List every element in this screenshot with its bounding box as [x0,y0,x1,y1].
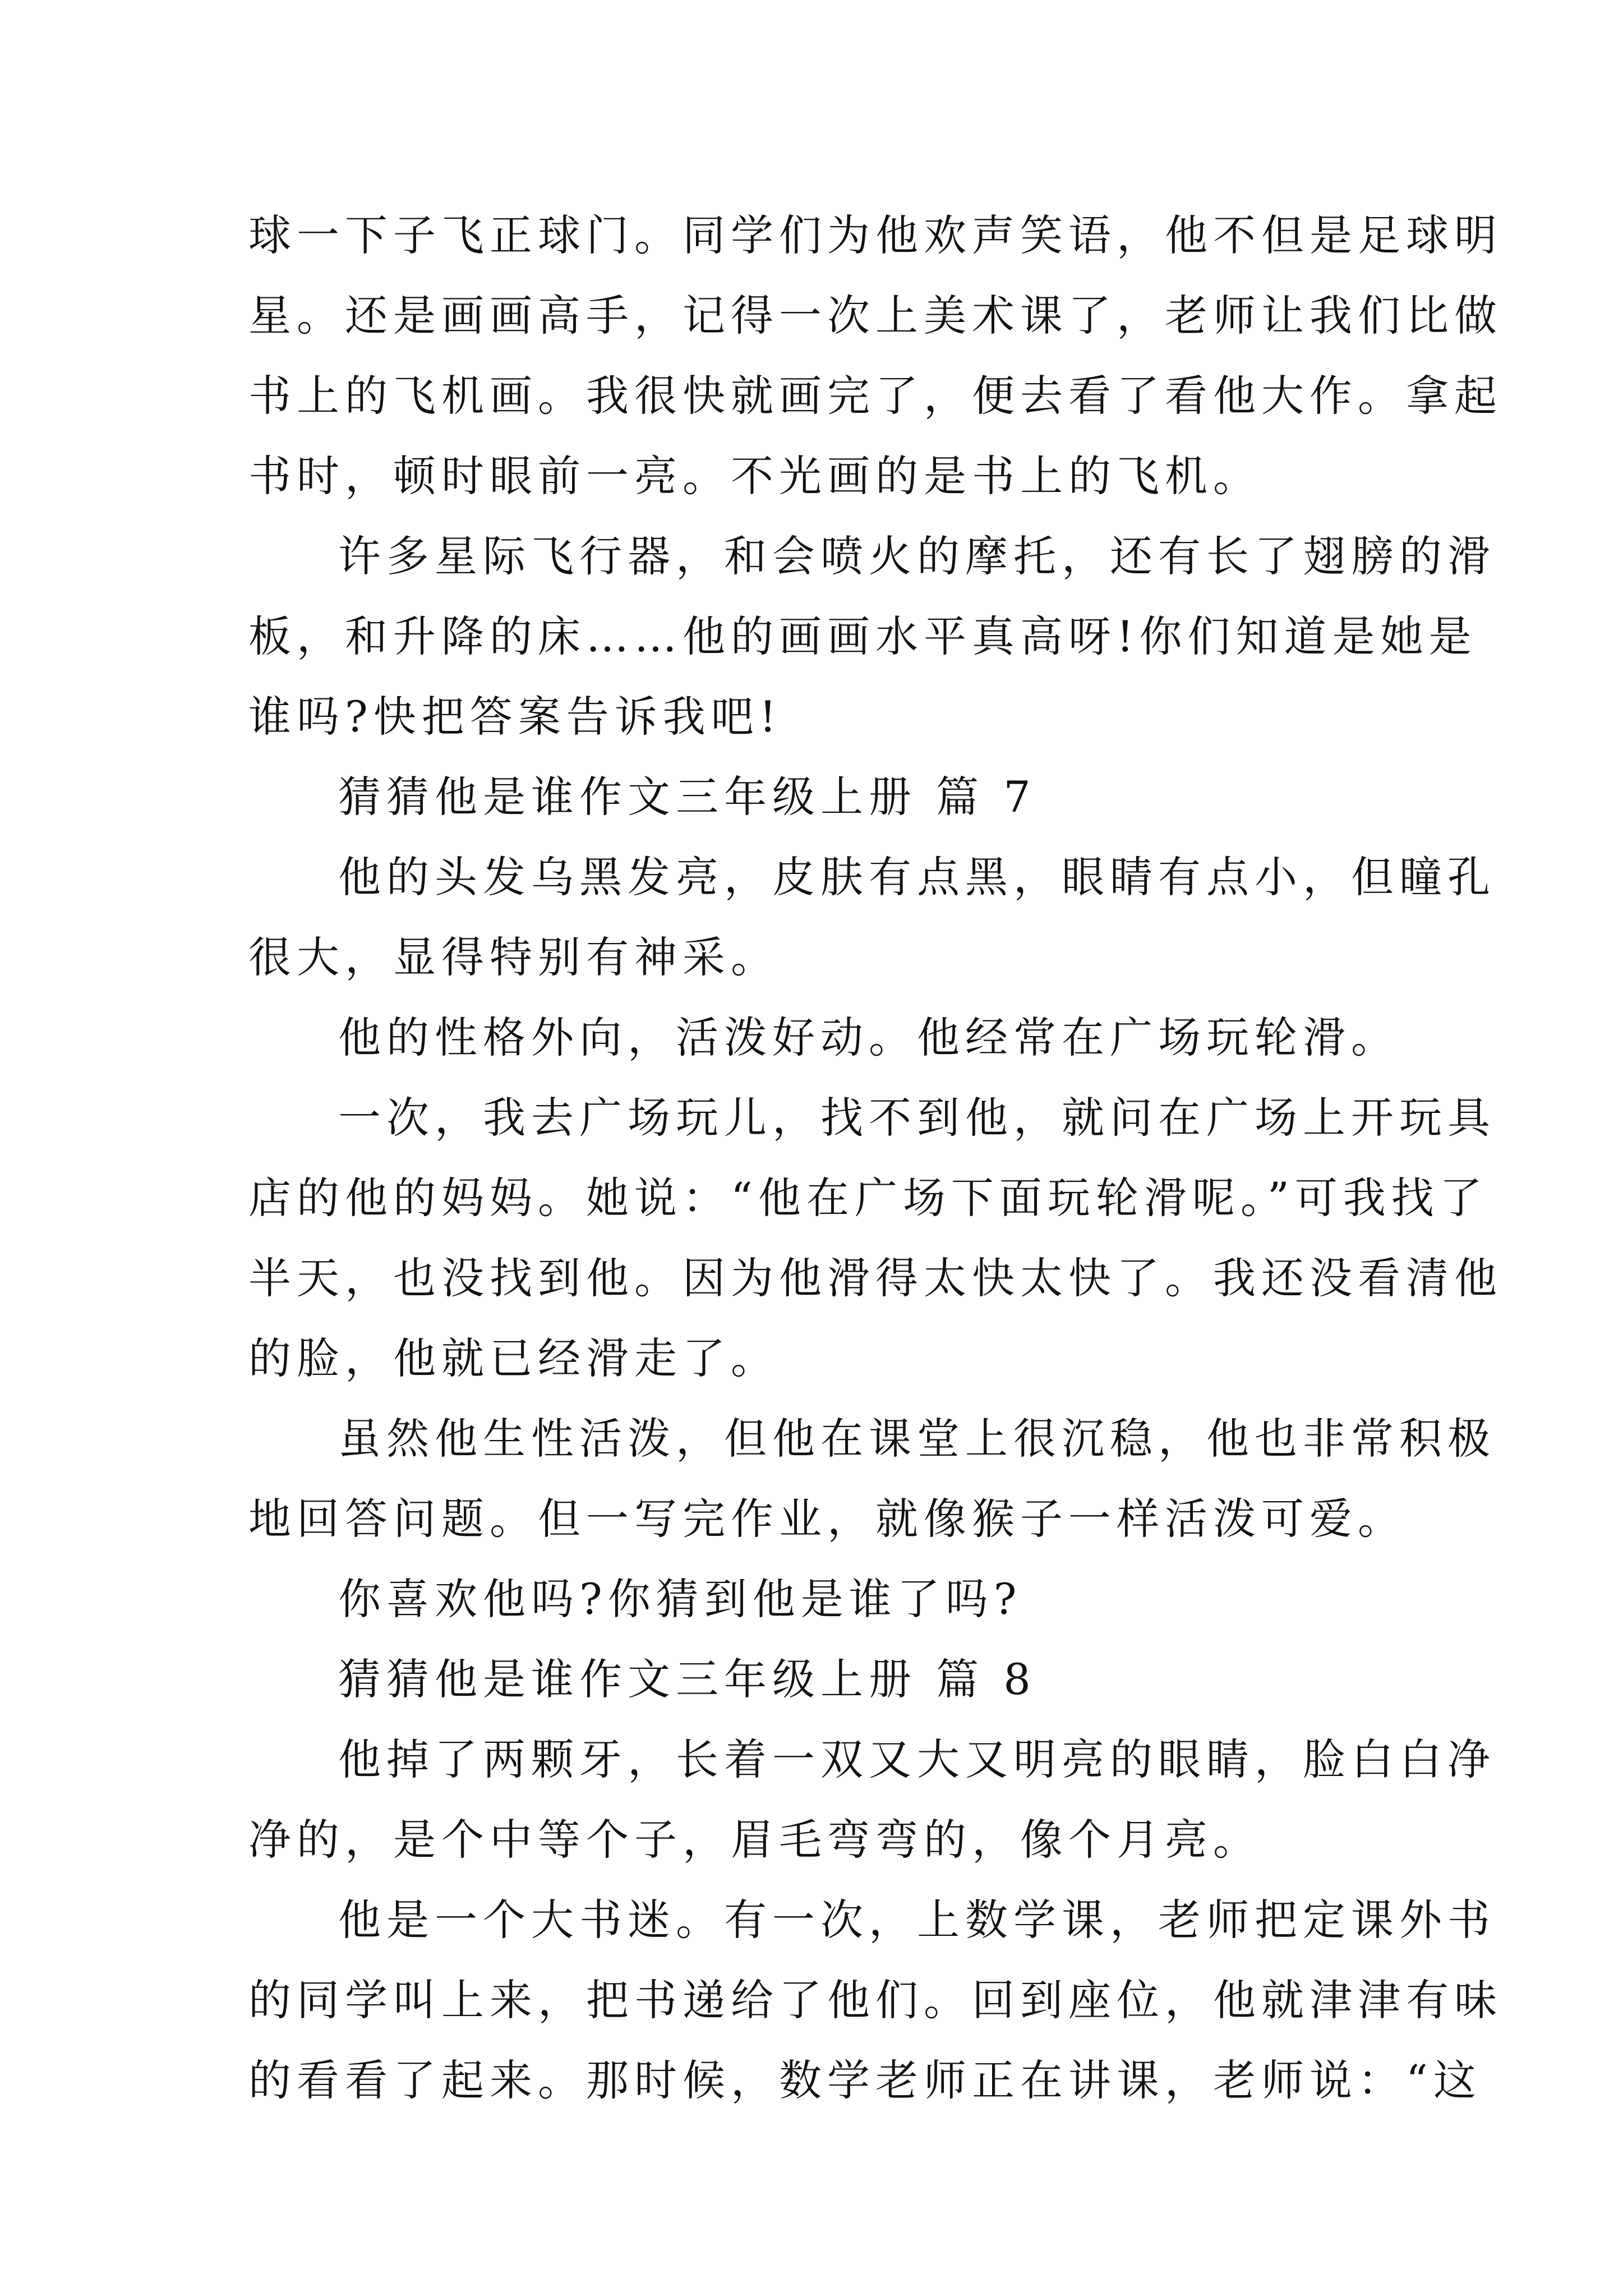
text-line: 虽然他生性活泼，但他在课堂上很沉稳，他也非常积极 [338,1414,1496,1464]
text-line: 的看看了起来。那时候，数学老师正在讲课，老师说：“这 [248,2055,1482,2105]
section-heading: 猜猜他是谁作文三年级上册 篇 7 [338,772,1036,822]
text-line: 他掉了两颗牙，长着一双又大又明亮的眼睛，脸白白净 [338,1734,1496,1784]
text-line: 半天，也没找到他。因为他滑得太快太快了。我还没看清他 [248,1253,1502,1303]
text-line: 星。还是画画高手，记得一次上美术课了，老师让我们比做 [248,291,1502,341]
text-line: 一次，我去广场玩儿，找不到他，就问在广场上开玩具 [338,1093,1496,1143]
text-line: 板，和升降的床……他的画画水平真高呀!你们知道是她是 [248,611,1477,661]
text-line: 很大，显得特别有神采。 [248,932,779,982]
text-line: 书上的飞机画。我很快就画完了，便去看了看他大作。拿起 [248,371,1502,421]
text-line: 他是一个大书迷。有一次，上数学课，老师把定课外书 [338,1895,1496,1945]
text-line: 他的性格外向，活泼好动。他经常在广场玩轮滑。 [338,1013,1399,1062]
text-line: 店的他的妈妈。她说：“他在广场下面玩轮滑呢。”可我找了 [248,1173,1488,1223]
text-line: 球一下子飞正球门。同学们为他欢声笑语，他不但是足球明 [248,210,1502,260]
text-line: 的脸，他就已经滑走了。 [248,1333,779,1383]
text-line: 的同学叫上来，把书递给了他们。回到座位，他就津津有味 [248,1975,1502,2025]
text-line: 地回答问题。但一写完作业，就像猴子一样活泼可爱。 [248,1494,1406,1544]
text-line: 净的，是个中等个子，眉毛弯弯的，像个月亮。 [248,1815,1261,1865]
text-line: 他的头发乌黑发亮，皮肤有点黑，眼睛有点小，但瞳孔 [338,852,1496,902]
text-line: 许多星际飞行器，和会喷火的摩托，还有长了翅膀的滑 [338,531,1496,581]
text-line: 书时，顿时眼前一亮。不光画的是书上的飞机。 [248,451,1261,501]
text-line: 谁吗?快把答案告诉我吧! [248,692,782,742]
section-heading: 猜猜他是谁作文三年级上册 篇 8 [338,1654,1036,1704]
text-line: 你喜欢他吗?你猜到他是谁了吗? [338,1574,1022,1624]
document-body [248,195,1502,2120]
